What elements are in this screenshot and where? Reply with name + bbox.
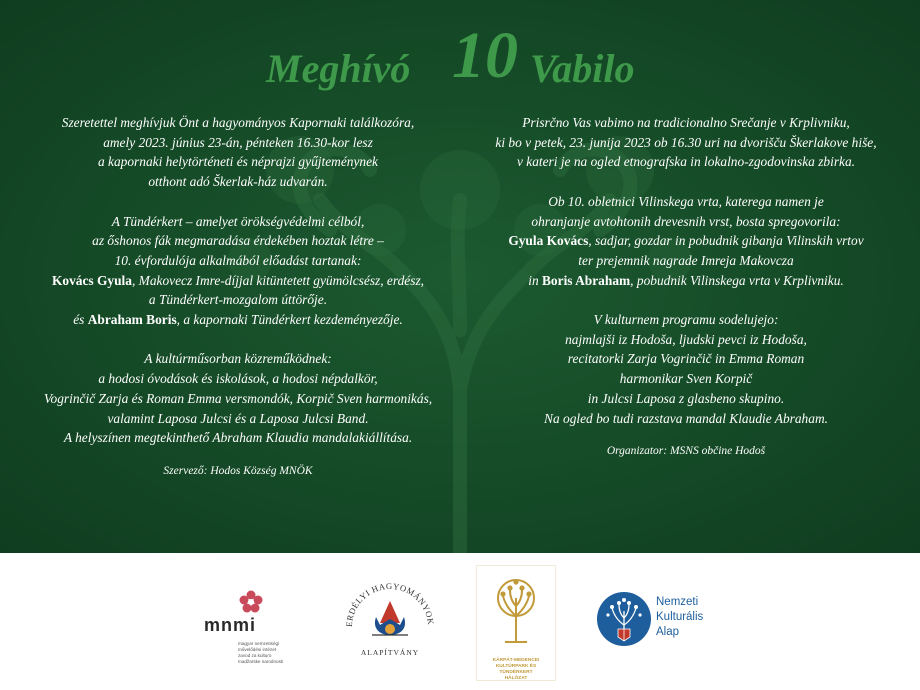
speaker-2-line: és Abraham Boris, a kapornaki Tündérkert kezdeményezője. [73,312,403,328]
title-slovenian: Vabilo [530,46,635,91]
flower-icon [238,589,264,615]
text-line: v kateri je na ogled etnografska in lokalno-zgodovinska zbirka. [516,154,856,170]
ehh-bottom-text: ALAPÍTVÁNY [360,648,420,657]
text-line: harmonikar Sven Korpič [619,371,753,387]
text-line: recitatorki Zarja Vogrinčič in Emma Roman [567,351,805,367]
text-line: ohranjanje avtohtonih drevesnih vrst, bosta spregovorila: [531,213,841,229]
text-line: A Tündérkert – amelyet örökségvédelmi célból, [111,213,365,229]
text-line: A helyszínen megtekinthető Abraham Klaudia mandalakiállítása. [63,430,413,446]
speaker-1-name: Kovács Gyula [51,272,132,288]
speaker-1-name: Gyula Kovács [508,233,589,249]
tunderkert-text: KÁRPÁT-MEDENCEI KULTÚRPARK ÉS TÜNDÉRKERT HÁLÓZAT [492,658,540,681]
speaker-2-desc: , a kapornaki Tündérkert kezdeményezője. [176,312,403,328]
text-line: in Julcsi Laposa z glasbeno skupino. [587,390,785,406]
mnmi-subtitle: magyar nemzetiségi művelődési intézet zavod za kulturo madžarske narodnosti [238,641,284,664]
organizer-hungarian: Szervező: Hodos Község MNÖK [163,464,313,477]
text-line: amely 2023. június 23-án, pénteken 16.30-kor lesz [103,134,373,150]
organizer-slovenian: Organizator: MSNS občine Hodoš [606,445,766,458]
nka-emblem-icon [596,591,652,647]
ehh-top-text: ERDÉLYI HAGYOMÁNYOK [343,580,437,628]
text-line: Ob 10. obletnici Vilinskega vrta, katerega namen je [548,193,824,209]
text-line: a kapornaki helytörténeti és néprajzi gyűjteménynek [97,154,378,170]
text-line: az őshonos fák megmaradása érdekében hoztak létre – [92,233,384,249]
text-line: A kultúrműsorban közreműködnek: [144,351,332,367]
text-line: 10. évfordulója alkalmából előadást tartanak: [114,252,362,268]
mnmi-wordmark: mnmi [204,615,257,635]
text-line: Na ogled bo tudi razstava mandal Klaudie Abraham. [544,410,828,426]
slovenian-text-column [476,113,896,462]
text-line: ki bo v petek, 23. junija 2023 ob 16.30 uri na dvorišču Škerlakove hiše, [495,134,877,150]
sponsor-logos [0,553,920,690]
text-line: a Tündérkert-mozgalom úttörője. [148,292,328,308]
speaker-2-name: Abraham Boris [87,312,177,328]
ehh-emblem-icon [342,569,438,669]
title-number: 10 [452,19,518,92]
speaker-2-name: Boris Abraham [542,272,631,288]
hungarian-text-column [28,113,448,482]
speaker-1-line [476,231,896,251]
text-line: najmlajši iz Hodoša, ljudski pevci iz Hodoša, [565,331,807,347]
nka-text: Nemzeti Kulturális Alap [656,596,704,638]
golden-tree-icon [477,566,555,656]
text-line: ter prejemnik nagrade Imreja Makovcza [578,252,794,268]
speaker-2-line: in Boris Abraham, pobudnik Vilinskega vrta v Krplivniku. [528,272,844,288]
text-line: valamint Laposa Julcsi és a Laposa Julcsi Band. [107,410,369,426]
nka-logo [596,591,746,655]
speaker-1-line [28,271,448,291]
text-line: Prisrčno Vas vabimo na tradicionalno Srečanje v Krplivniku, [522,115,850,130]
speaker-2-desc: , pobudnik Vilinskega vrta v Krplivniku. [630,272,844,288]
speaker-1-desc: , Makovecz Imre-díjjal kitüntetett gyümölcsész, erdész, [131,272,424,288]
text-line: V kulturnem programu sodelujejo: [593,312,779,327]
title-block [0,20,920,100]
text-line: a hodosi óvodások és iskolások, a hodosi népdalkör, [98,371,378,387]
mnmi-logo [204,589,324,664]
text-line: otthont adó Škerlak-ház udvarán. [148,174,328,190]
text-line: Szeretettel meghívjuk Önt a hagyományos Kapornaki találkozóra, [61,115,415,130]
ehh-logo [342,569,438,669]
title-hungarian: Meghívó [266,46,411,91]
speaker-1-desc: , sadjar, gozdar in pobudnik gibanja Vilinskih vrtov [588,233,864,249]
tunderkert-logo [476,565,556,681]
text-line: Vogrinčič Zarja és Roman Emma versmondók, Korpič Sven harmonikás, [43,390,433,406]
